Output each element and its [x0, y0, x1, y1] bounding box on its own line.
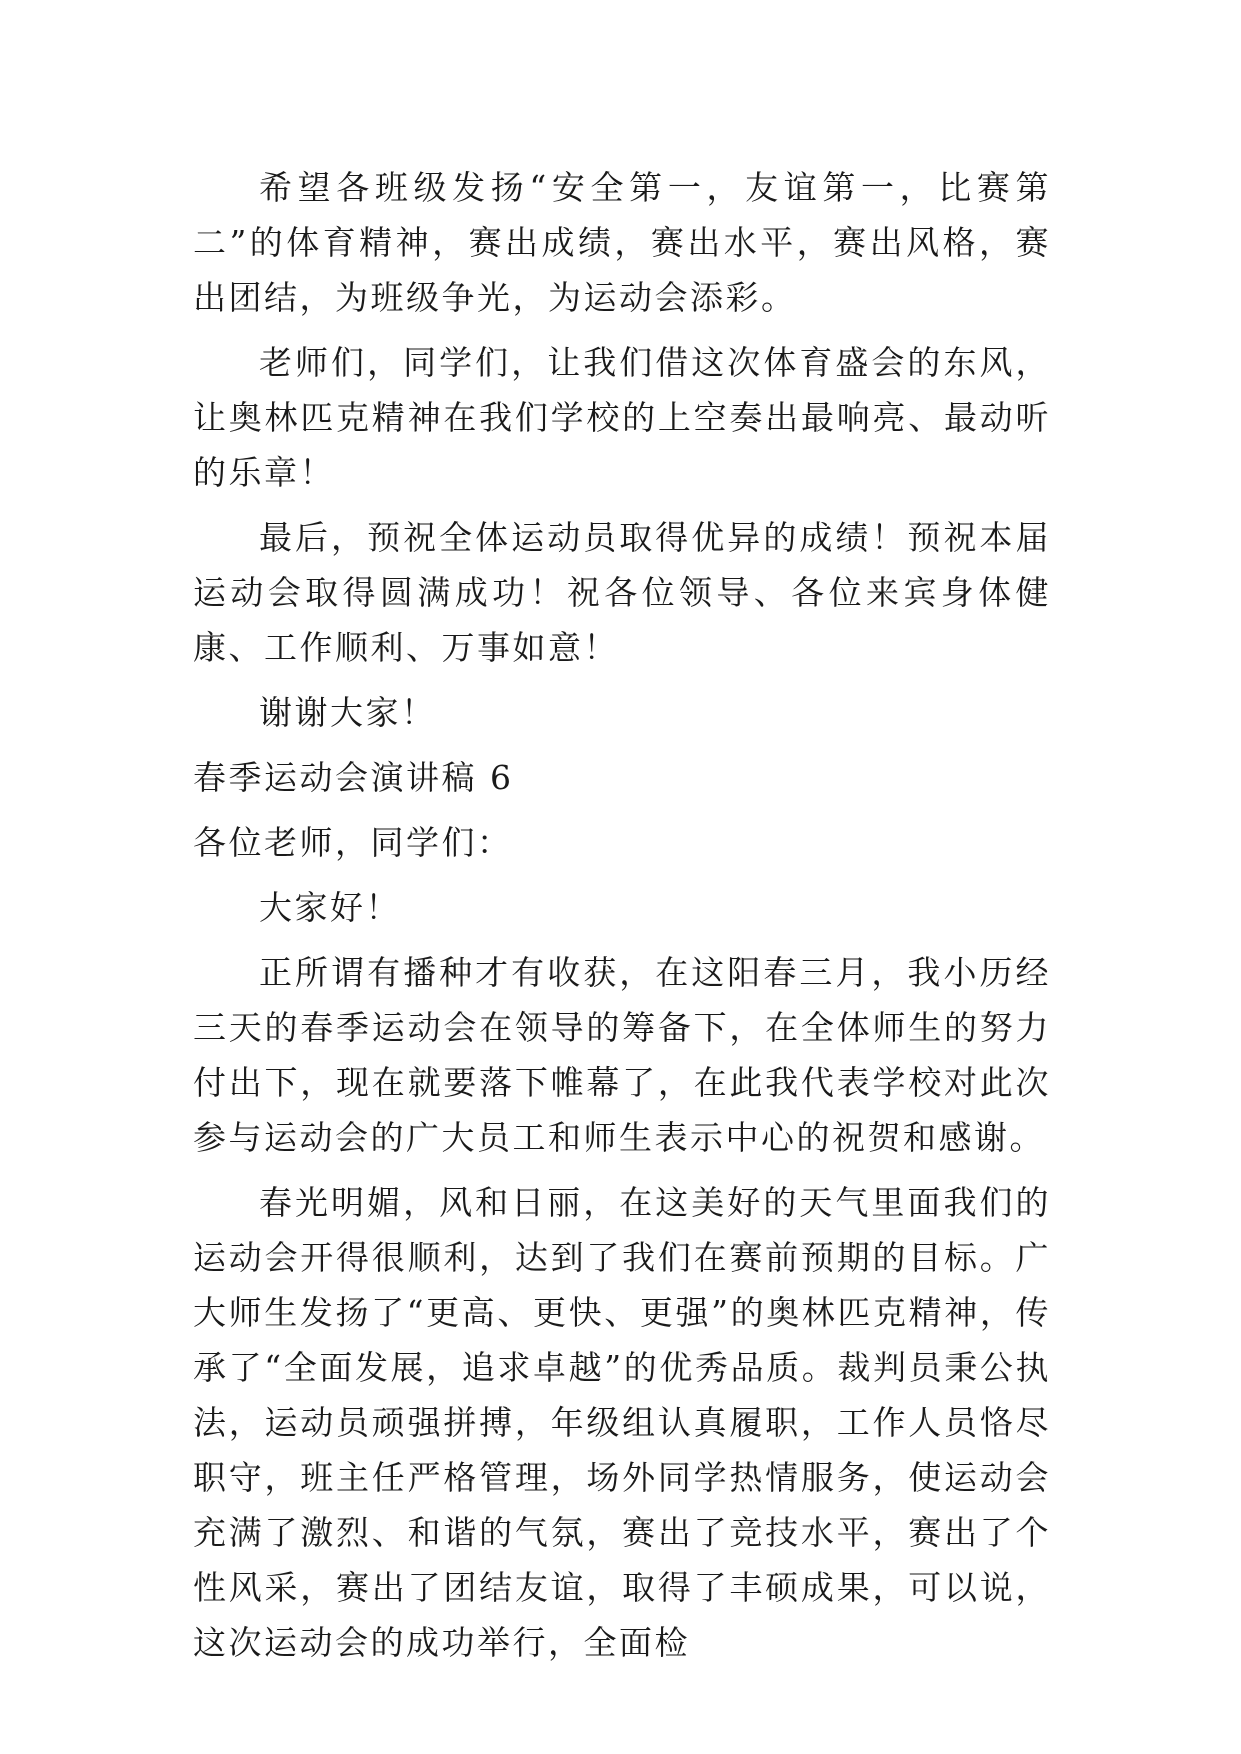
salutation: 各位老师，同学们： [193, 823, 513, 862]
paragraph-spirit: 希望各班级发扬“安全第一，友谊第一，比赛第二”的体育精神，赛出成绩，赛出水平，赛出风格，赛出团结，为班级争光，为运动会添彩。 [193, 168, 1051, 317]
document-body [193, 160, 1051, 1670]
paragraph-wishes: 最后，预祝全体运动员取得优异的成绩！预祝本届运动会取得圆满成功！祝各位领导、各位来宾身体健康、工作顺利、万事如意！ [193, 518, 1051, 667]
greeting: 大家好！ [259, 888, 401, 927]
paragraph-spring: 春光明媚，风和日丽，在这美好的天气里面我们的运动会开得很顺利，达到了我们在赛前预期的目标。广大师生发扬了“更高、更快、更强”的奥林匹克精神，传承了“全面发展，追求卓越”的优秀品质。裁判员秉公执法，运动员顽强拼搏，年级组认真履职，工作人员恪尽职守，班主任严格管理，场外同学热情服务，使运动会充满了激烈、和谐的气氛，赛出了竞技水平，赛出了个性风采，赛出了团结友谊，取得了丰硕成果，可以说，这次运动会的成功举行，全面检 [193, 1183, 1051, 1662]
paragraph-olympic: 老师们，同学们，让我们借这次体育盛会的东风，让奥林匹克精神在我们学校的上空奏出最响亮、最动听的乐章！ [193, 343, 1051, 492]
section-heading: 春季运动会演讲稿 6 [193, 758, 514, 797]
paragraph-harvest: 正所谓有播种才有收获，在这阳春三月，我小历经三天的春季运动会在领导的筹备下，在全体师生的努力付出下，现在就要落下帷幕了，在此我代表学校对此次参与运动会的广大员工和师生表示中心的祝贺和感谢。 [193, 953, 1051, 1157]
paragraph-thanks: 谢谢大家！ [259, 693, 437, 732]
